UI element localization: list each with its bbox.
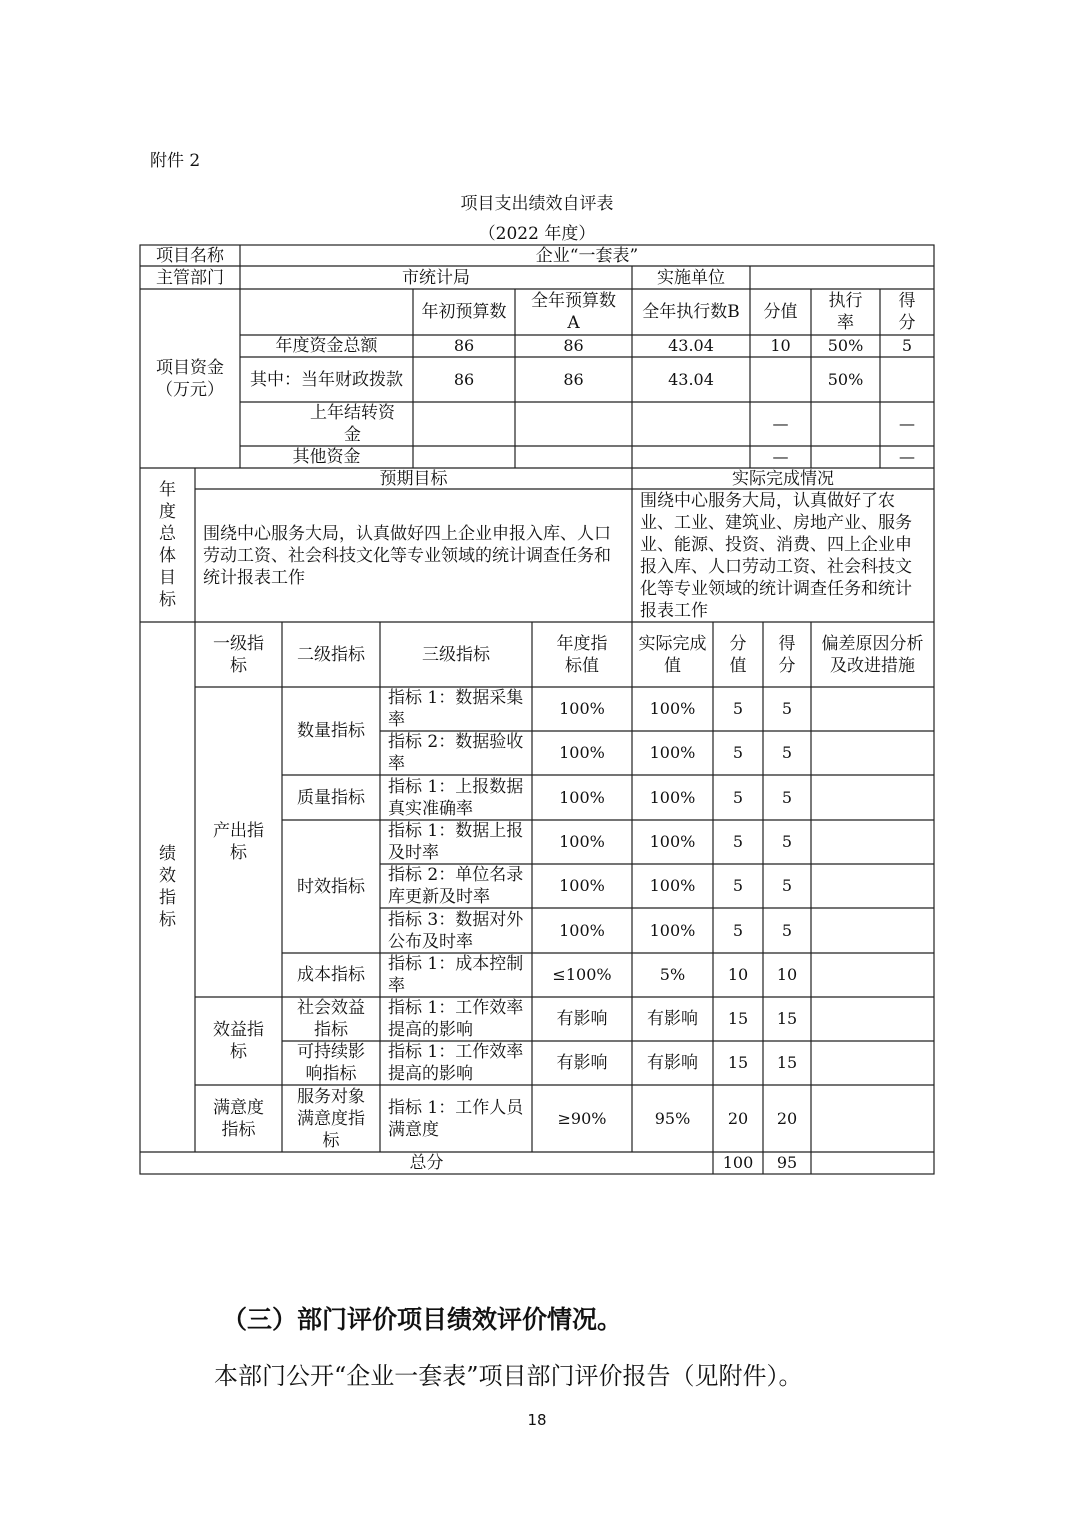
indicator-score: 5: [781, 699, 793, 718]
total-label: 总分: [409, 1153, 444, 1173]
dept-label: 主管部门: [156, 267, 224, 288]
header-target: 年度指标值: [556, 633, 608, 676]
funds-row-annual: [515, 446, 632, 468]
funds-row-score-value: —: [772, 414, 789, 433]
funds-row-executed: [632, 402, 750, 446]
indicator-note: [811, 775, 934, 820]
total-score: 95: [776, 1153, 798, 1172]
header-score-value: 分值: [763, 302, 798, 322]
funds-row-name: 其中：当年财政拨款: [250, 369, 403, 390]
indicator-name: 指标 2：数据验收率: [388, 732, 524, 774]
indicators-label: 绩效指标: [159, 844, 176, 930]
funds-row-score-value: —: [772, 447, 789, 466]
actual-goal-label: 实际完成情况: [732, 468, 834, 489]
indicator-name: 指标 1：数据上报及时率: [388, 821, 524, 863]
indicator-name: 指标 3：数据对外公布及时率: [388, 909, 524, 952]
header-score: 得分: [778, 633, 796, 676]
header-initial-budget: 年初预算数: [421, 302, 507, 322]
funds-row-initial: 86: [453, 369, 475, 389]
level2-quality: 质量指标: [297, 787, 365, 808]
indicator-score: 5: [781, 832, 793, 851]
indicator-target: 100%: [559, 699, 605, 718]
indicator-name: 指标 1：成本控制率: [388, 954, 524, 996]
indicator-note: [811, 1041, 934, 1085]
expected-goal-label: 预期目标: [379, 468, 448, 489]
level1-satisfaction: 满意度指标: [213, 1097, 264, 1140]
funds-row-initial: [413, 402, 515, 446]
indicator-actual: 100%: [649, 920, 696, 940]
unit-label: 实施单位: [657, 267, 725, 288]
indicator-note: [811, 687, 934, 731]
level2-service-satisfaction: 服务对象满意度指标: [297, 1086, 365, 1151]
level2-timeliness: 时效指标: [297, 876, 365, 897]
indicator-note: [811, 731, 934, 775]
section-heading: （三）部门评价项目绩效评价情况。: [222, 1305, 623, 1334]
header-level2: 二级指标: [297, 644, 365, 665]
header-level3: 三级指标: [422, 644, 490, 665]
funds-row-annual: 86: [563, 369, 584, 389]
indicator-actual: 95%: [654, 1108, 691, 1128]
indicator-actual: 有影响: [647, 1053, 698, 1073]
indicator-note: [811, 953, 934, 997]
indicator-score: 5: [781, 787, 793, 807]
indicator-target: 100%: [559, 832, 605, 851]
expected-goal-text: 围绕中心服务大局，认真做好四上企业申报入库、人口劳动工资、社会科技文化等专业领域的统计调查任务和统计报表工作: [203, 523, 611, 588]
indicator-note: [811, 908, 934, 953]
funds-row-score: —: [899, 414, 915, 433]
funds-row-score: [880, 357, 934, 402]
indicator-note: [811, 820, 934, 864]
indicator-actual: 100%: [649, 876, 696, 895]
level2-sustainable: 可持续影响指标: [297, 1042, 365, 1084]
header-score: 得分: [898, 291, 916, 333]
level1-benefit: 效益指标: [213, 1020, 264, 1062]
indicator-target: 100%: [559, 920, 605, 940]
indicator-name: 指标 1：工作效率提高的影响: [388, 998, 524, 1040]
indicator-target: 100%: [559, 743, 605, 762]
indicator-score: 5: [781, 876, 793, 895]
actual-goal-text: 围绕中心服务大局，认真做好了农业、工业、建筑业、房地产业、服务业、能源、投资、消费、四上企业申报入库、人口劳动工资、社会科技文化等专业领域的统计调查任务和统计报表工作: [640, 490, 912, 621]
project-name-label: 项目名称: [156, 245, 224, 266]
indicator-actual: 100%: [649, 699, 696, 718]
indicator-score: 10: [776, 965, 798, 984]
header-level1: 一级指标: [213, 633, 264, 676]
table-year: （2022 年度）: [478, 224, 596, 244]
total-value: 100: [722, 1153, 754, 1172]
indicator-score: 15: [776, 1009, 798, 1028]
funds-row-executed: 43.04: [668, 369, 714, 389]
level2-social: 社会效益指标: [297, 998, 365, 1040]
funds-row-annual: [515, 402, 632, 446]
section-paragraph: 本部门公开“企业一套表”项目部门评价报告（见附件）。: [214, 1362, 803, 1390]
indicator-name: 指标 2：单位名录库更新及时率: [388, 865, 524, 907]
indicator-value: 5: [732, 699, 744, 718]
indicator-actual: 5%: [659, 965, 686, 984]
indicator-name: 指标 1：数据采集率: [388, 688, 524, 730]
funds-label: 项目资金（万元）: [156, 357, 224, 400]
funds-row-initial: 86: [453, 336, 475, 355]
funds-row-name: 年度资金总额: [275, 336, 378, 356]
indicator-note: [811, 864, 934, 908]
attachment-label: 附件 2: [150, 151, 201, 171]
header-actual: 实际完成值: [638, 633, 707, 676]
indicator-value: 5: [732, 832, 744, 851]
funds-row-score: 5: [901, 336, 913, 355]
header-annual-budget: 全年预算数A: [531, 291, 616, 333]
indicator-target: 100%: [559, 876, 605, 895]
unit-value: [750, 266, 934, 289]
indicator-score: 15: [776, 1053, 798, 1072]
indicator-value: 10: [727, 965, 749, 984]
page-number: 18: [527, 1411, 547, 1429]
header-deviation: 偏差原因分析及改进措施: [821, 633, 924, 676]
funds-row-executed: [632, 446, 750, 468]
indicator-target: 有影响: [556, 1053, 608, 1073]
level2-quantity: 数量指标: [297, 721, 365, 741]
indicator-name: 指标 1：工作效率提高的影响: [388, 1042, 524, 1084]
table-title: 项目支出绩效自评表: [460, 194, 614, 214]
level1-output: 产出指标: [213, 821, 264, 863]
indicator-score: 20: [776, 1108, 798, 1128]
funds-row-initial: [413, 446, 515, 468]
indicator-value: 5: [732, 787, 744, 807]
indicator-score: 5: [781, 920, 793, 940]
project-name: 企业“一套表”: [535, 245, 639, 266]
level2-cost: 成本指标: [297, 965, 365, 985]
dept-value: 市统计局: [402, 267, 470, 288]
funds-row-rate: [811, 402, 880, 446]
header-executed: 全年执行数B: [642, 302, 740, 322]
indicator-target: ≥90%: [557, 1108, 607, 1128]
funds-row-executed: 43.04: [668, 336, 714, 355]
indicator-value: 5: [732, 743, 744, 762]
indicator-target: 100%: [559, 787, 605, 807]
indicator-name: 指标 1：工作人员满意度: [388, 1097, 524, 1140]
indicator-actual: 100%: [649, 832, 696, 851]
indicator-value: 5: [732, 920, 744, 940]
funds-row-annual: 86: [563, 336, 584, 355]
indicator-actual: 100%: [649, 743, 696, 762]
funds-row-rate: 50%: [827, 369, 864, 389]
indicator-target: 有影响: [556, 1009, 608, 1029]
indicator-score: 5: [781, 743, 793, 762]
funds-row-name: 上年结转资金: [310, 403, 395, 445]
indicator-note: [811, 997, 934, 1041]
header-exec-rate: 执行率: [828, 291, 863, 333]
indicator-actual: 100%: [649, 787, 696, 807]
funds-row-score: —: [899, 447, 915, 466]
indicator-note: [811, 1085, 934, 1152]
indicator-value: 15: [727, 1053, 749, 1072]
goals-label: 年度总体目标: [159, 480, 176, 610]
funds-row-score-value: 10: [770, 336, 791, 355]
indicator-value: 20: [727, 1108, 749, 1128]
funds-row-score-value: [750, 357, 811, 402]
indicator-actual: 有影响: [647, 1009, 698, 1029]
header-value: 分值: [729, 633, 747, 676]
funds-row-name: 其他资金: [292, 447, 361, 467]
indicator-value: 15: [727, 1009, 749, 1028]
indicator-target: ≤100%: [552, 965, 612, 984]
funds-row-rate: 50%: [827, 336, 864, 355]
indicator-value: 5: [732, 876, 744, 895]
funds-row-rate: [811, 446, 880, 468]
indicator-name: 指标 1：上报数据真实准确率: [388, 776, 524, 819]
